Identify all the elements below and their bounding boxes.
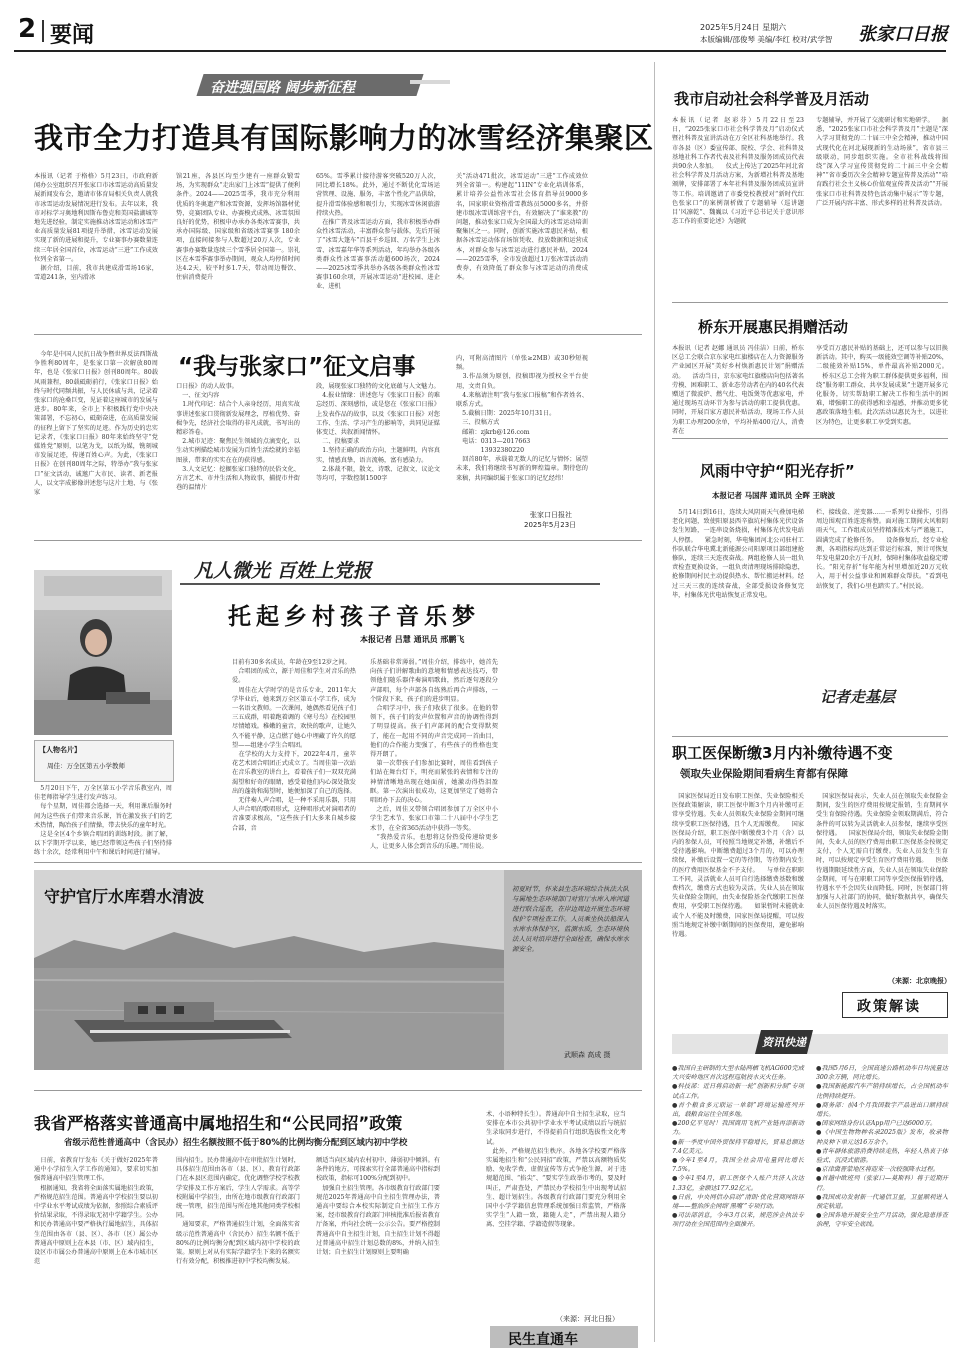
theme-banner-text: 奋进强国路 阔步新征程: [210, 80, 355, 96]
yibao-col-2: 国家医保局表示，失业人员在领取失业保险金期间，发生的医疗费用按规定报销，生育期间享受生育保险待遇。失业保险金领取期满后，符合条件的可以转为灵活就业人员参保，继续享受医保待遇。 国家医保局介绍，领取失业保险金期间，失业人员的医疗费用由职工医保基金按规定支付，个人无需自行缴费。失业人员发生生育时，可以按规定享受生育医疗费用待遇。 医保待遇期限延续性方面，失业人员在领取失业保险金期间，可与在职职工同等享受医保报销待遇，待遇水平不会因失业而降低。同时，医保部门将加强与人社部门的协同，做好数据共享，确保失业人员医保待遇及时落实。: [816, 793, 948, 911]
science-col-2: 专题辅导，并开展了交流研讨和实地研学。 据悉，“2025张家口市社会科学普及月”主题是“深入学习贯彻党的二十届三中全会精神，推动中国式现代化在河北展现新的生动场景”，省市县三级联动，同步组织实施。全市社科战线将围绕“深入学习宣传贯彻党的二十届三中全会精神”“省市委历次全会精神专题宣传普及活动”“培育践行社会主义核心价值观宣传普及活动”“开展张家口市社科普及特色活动集中展示”等专题，广泛开展内容丰富、形式多样的社科普及活动。: [816, 117, 948, 207]
yibao-col-1: 国家医保局近日发布职工医保、失业保险相关医保政策解读，职工医保中断3个月内补缴可正常享受待遇。失业人员领取失业保险金期间可继续享受职工医保待遇，且个人无需缴费。 国家医保局介绍，职工医保中断缴费3个月（含）以内的参保人员，可按照当地规定补缴，补缴后不受待遇影响。中断缴费超过3个月的，可以办理续保，补缴后设置一定的等待期，等待期内发生的医疗费用医保基金不予支付。 与单位在职职工不同，灵活就业人员可自行选择缴费基数和缴费档次，缴费方式也较为灵活。失业人员在领取失业保险金期间，由失业保险基金代缴职工医保费用，享受职工医保待遇。 如果暂时未能就业或个人不能及时缴费，国家医保局提醒，可以按照当地规定补缴中断期间的医保费用，避免影响待遇。: [672, 793, 804, 939]
policy-col-1: 日前，省教育厅发布《关于做好2025年普通中小学招生入学工作的通知》，要求切实加强普通高中招生管理工作。 根据通知，我省将全面落实属地招生政策，严格规范招生范围。普通高中学校招生要以初中学业水平考试成绩为依据，参照综合素质评价结果录取，不得录取无初中学籍学生。公办和民办普通高中要严格执行属地招生，具体招生范围由各市（县、区）、各市（区）属公办普通高中原则上在本县（市、区）域内招生，设区市市属公办普通高中原则上在本市城市区范: [34, 1157, 158, 1266]
teacher-photo-figure: [34, 570, 172, 735]
science-headline: 我市启动社会科学普及月活动: [674, 90, 870, 108]
page-number: 2: [18, 14, 37, 44]
zhengce-label: [842, 992, 948, 1018]
fengyu-headline: 风雨中守护“阳光存折”: [700, 462, 855, 480]
paper-logo: 张家口日报: [858, 24, 948, 45]
policy-col-2: 围内招生。民办普通高中在审批招生计划时，具体招生范围由各市（县、区）、教育行政部门在本县区范围内确定，优化调整学校学校教学安排及工作方案后，学生人学需求。高等学校附属中学招生，由所在地市级教育行政部门统一管理，招生范围与所在地其他同类学校相同。 通知要求，严格普通招生计划，全面落实省级示范性普通高中（含民办）招生名额不低于80%的比例均衡分配到区域内初中学校的政策。原则上对从有实际学籍学生下来的名额实行有效分配，积极推进初中学校均衡发展。: [176, 1157, 300, 1266]
zixun-logo-text: 资讯快递: [762, 1036, 806, 1049]
fanren-col-2: 目前有30多名成员，年龄在9至12岁之间。 合唱团的成立，源于周佳和学生对音乐的热爱。 周佳在大学时学的是音乐专业，2011年大学毕业后，她来到万全区第五小学工作，成为一名语文教师。一次课间，她偶然看见孩子们三五成群，唱着跑着调的《寒号鸟》在校园里尽情嬉戏。稚嫩的童音，欢快的歌声，让她久久不能平静，这点燃了她心中埋藏了许久的愿望——组建小学生合唱团。 在学校的大力支持下，2022年4月，童萃花艺术团合唱团正式成立了。当周佳第一次站在音乐教室的讲台上，看着孩子们一双双充满渴望和好奇的眼睛，感受着他们内心深处散发出的蓬勃和渴望时，她便加深了自己的选择。 无伴奏人声合唱，是一种不采用乐器，只用人声合唱的歌唱形式，这种唱形式对演唱者的音准要求极高，“这些孩子们大多来自城乡接合部，音: [232, 659, 356, 832]
fengyu-col-1: 5月14日到16日，连续大风阴雨天气叠加电梯老化问题，致使阳原县西辛旗坑村集体光伏设备发生短路，一连串设备烧损，村集体光伏发电站人停摆。 紧急时刻，华电集团河北公司驻村工作队联合华电冀北新能源公司阳原项目部组建抢修队，连续三天连夜奋战。两组抢修人员一组负责检查更换设备，一组负责清理现场排除隐患，抢修期间村民主动提供热水、帮忙搬运材料。经过三天三夜的连续奋战，全部受损设备修复完毕，村集体光伏电站恢复正常发电。: [672, 509, 804, 599]
zixun-col-2: ●我国5月6日，全国高速公路机动车日均流量达300余万辆，同比增长。 ●我国新能源汽车产销持续增长，占全国机动车比例持续提升。 ●商务部：前4个月我国数字产品进出口额持续增长。 ●国家网络身份认证App用户已达6000万。 ●《中国生物物种名录2025版》发布，收录物种及种下单元达16万余个。 ●青年群体旅游消费持续走热，年轻人热衷于体验式、沉浸式旅游。 ●京津冀晋蒙地区将迎来一次较强降水过程。 ●首趟中欧班列（张家口—莫斯科）将于近期开行。 ●我国成功发射新一代通信卫星，卫星顺利进入预定轨道。 ●全国各地开展安全生产月活动，强化隐患排查治理，守牢安全底线。: [816, 1065, 948, 1229]
fengyu-col-2: 栏、接线盒、逆变器……一系列专业操作，引得周边围观百姓连连称赞。面对施工期间大风和阴雨天气，工作组成员坚持精准技术与严谨施工，圆满完成了抢修任务。 设备修复后，经专业检测，各项指标均达到正常运行标准，预计可恢复年发电量20余万千瓦时，保障村集体收益稳定增长。“阳光存折”每年能为村里增加近20万元收入，用于村公益事业和困难群众帮扶。“看到电站恢复了，我们心里也踏实了。”村民说。: [816, 509, 948, 590]
essay-call-sign-date: 2025年5月23日: [524, 521, 577, 529]
lead-col-2: 馆21座，各县区均至少建有一座群众锻雪场，为实现群众“走出家门上冰雪”提供了便利条件。2024——2025雪季，我市充分利用优质的冬奥遗产和冰雪资源，发挥场馆器材优势，竞赛团队专业、办赛模式成熟、冰雪氛围良好的优势，积极申办承办各类冰雪赛事，共承办国际级、国家级和省级冰雪赛事 180余项，直接间接参与人数超过20万人次，专业赛事办赛数量连续三个雪季居全国第一。崇礼区在本雪季赛事举办期间，观众人均停留时间达4.2天，较平时多1.7天，带动周边餐饮、住宿消费提升: [176, 173, 300, 282]
fanren-col-3: 乐基础非常薄弱。”周佳介绍，排练中，她首先向孩子们讲解歌曲的意境和情感表达技巧，带领他们随乐器伴奏演唱歌曲，然后逐句逐段分声部唱，每个声部各自练熟后再合声排练，一个阶段下来，孩子们的进步明显。 合唱学习中，孩子们收获了很多。在他的带领下，孩子们的发声位置和声音的协调性得到了明显提高。孩子们声部间的配合变得默契了，能在一起用不同的声音完成同一首曲目，他们的合作能力变强了，有些孩子的性格也变得开朗了。 第一次带孩子们参加比赛时，周佳看到孩子们站在舞台灯下，明亮而紧张的表情和专注的神情清晰地出现在她面前，她激动得热泪盈眶。第一次演出很成功，这更加坚定了她将合唱团办下去的决心。 之后，周佳又带领合唱团参加了万全区中小学生艺术节、张家口市第二十八届中小学生艺术节，在全省365活动中获得一等奖。 “我热爱音乐，也想将这份热爱传递给更多人，让更多人体会到音乐的乐趣。”周佳说。: [370, 659, 498, 851]
zhengce-label-text: 政策解读: [857, 999, 921, 1015]
lead-bottom-rule: [34, 334, 642, 335]
yibao-source: （来源：北京晚报）: [888, 977, 951, 985]
reservoir-headline: 守护官厅水库碧水清波: [44, 887, 205, 906]
qiaodong-col-1: 本报讯（记者 赵娜 通讯员 冯佳洁）日前，桥东区总工会联合京东家电红旗楼店在人力资源服务产业园区开展“美好乡村焕新惠民计划”捐赠活动。 活动当日，京东家电红旗楼店向包括著名劳模、困难职工、新业态劳动者在内的40名代表赠送了微波炉、燃气灶、电饭煲等优惠家电，并通过现场互动环节为参与活动的职工提供优惠。同时，开展百家方惠民补贴活动，现场工作人员为职工办理200余单，平均补贴400元/人，消费者在: [672, 345, 804, 435]
qiaodong-col-2: 享受百万惠民补贴的基础上，还可以参与以旧换新活动。其中，购买一级能效空调等补贴20%，二级能效补贴15%，单件最高补贴2000元。 桥东区总工会将为职工群体提供更多福利，围绕“服务职工群众、共享发展成果”主题开展多元化服务，切实帮助职工解决工作和生活中的困难，增强职工的获得感和幸福感，并推动更多优惠政策落地生根。此次活动以惠民为主，以进社区为特色，让更多职工享受到实惠。: [816, 345, 948, 426]
masthead: [0, 0, 960, 52]
yibao-subheadline: 领取失业保险期间看病生育都有保障: [680, 768, 848, 780]
column-logo-fanren: 凡人微光 百姓上党报: [194, 560, 372, 582]
banner-accent: [410, 80, 450, 84]
section-title: 要闻: [50, 23, 95, 48]
essay-call-col-2: 段，展现张家口独特的文化底蕴与人文魅力。 4.报业情缘：讲述您与《张家口日报》的难忘经历、深刻感悟，或是您在《张家口日报》上发表作品的故事，以及《张家口日报》对您工作、生活、学习产生的影响等，共同见证媒体变迁、共叙新闻情怀。 二、投稿要求 1.坚持正确的政治方向，主题鲜明，内容真实，情感真挚，语言流畅，富有感染力。 2.体裁不限，散文、诗歌、记叙文、议论文等均可，字数控制1500字: [316, 383, 440, 483]
masthead-rule: [14, 50, 946, 52]
lead-headline: 我市全力打造具有国际影响力的冰雪经济集聚区: [34, 121, 654, 155]
fengyu-bottom-rule: [672, 736, 948, 737]
lead-col-4: 关”活动471批次，冰雪运动“三进”工作成效位列全省第一。构建起“11IN”专业化培训体系，累计培养公益性冰雪社会体育指导员9000多名，国家职业资格滑雪教练员5000多名，并搭建市级冰雪训练营平台，有效解决了“谁来教”的问题，推动张家口成为全国最大的冰雪运动培训聚集区之一。同时，创新实施冰雪惠民补贴，根据各冰雪运动体育场馆凭收、投放数据和运营成本，对群众参与冰雪运动进行惠民补贴，2024——2025雪季，全市发放超过1万张冰雪活动消费券，有效降低了群众参与冰雪运动的消费成本。: [456, 173, 588, 282]
science-bottom-rule: [672, 302, 948, 303]
column-logo-underline: [180, 583, 600, 585]
qiaodong-bottom-rule: [672, 438, 948, 439]
reservoir-photo-credit: 武顺森 高成 摄: [564, 1051, 611, 1059]
teacher-photo: [34, 570, 172, 735]
minsheng-label-text: 民生直通车: [508, 1332, 578, 1348]
essay-call-col-1: 口日报》的动人故事。 一、征文内容 1.时代印记：结合个人亲身经历，用真实故事讲述张家口贯彻新发展理念，厚植优势、奋楫争先，经济社会取得的非凡成就，书写出的精彩答卷。 2.城市足迹：聚焦民生领域的点滴变化，以生动实例描绘城市发展为百姓生活绘就的幸福图景，带来的实实在在的获得感。 3.人文记忆：挖掘张家口独特的民俗文化、方言艺术、市井生活和人物故事，捕捉市井街巷的温情片: [176, 383, 300, 492]
zixun-col-1: ●我国自主研制的大型水陆两栖飞机AG600完成大兴安岭地区首次远程巡航投水灭火任务。 ●科技部：近日将启动新一轮“创新积分制”专项试点工作。 ●首个粮食多元联运一单制”跨境运输班列开出，载粮食运往全国多地。 ●200亿平见时！我国商用飞机产业链再添新动力。 ●新一季度中国外贸保持平稳增长，贸易总额达7.4亿美元。 ●今年1至4月，我国全社会用电量同比增长7.5%。 ●今年1至4月，职工医保个人账户共济人次达1.33亿，金额达177.92亿元。 ●日前，中央网信办启动“清朗·优化营商网络环境——整治涉企网络‘黑嘴’”专项行动。 ●司法部消息，今年3月以来，规范涉企执法专项行动在全国范围内全面推开。: [672, 1065, 804, 1229]
lead-col-3: 65%。雪季累计接待游客突破520万人次，同比增长18%。此外，通过不断优化雪场运营管理、设施、服务，丰富个性化产品供给，提升滑雪体验感和吸引力，实现冰雪休闲旅游持续火热。 在推广普及冰雪运动方面，我市积极举办群众性冰雪活动，丰富群众参与载体，先后开展了“冰雪大篷车”百县千乡巡回、万名学生上冰雪、冰雪嘉年华等系列活动，年均举办各级各类群众性冰雪赛事活动超600场次，2024——2025冰雪季共举办各级各类群众性冰雪赛事160余项，开展冰雪运动“进校园、进企业、进机: [316, 173, 440, 291]
essay-call-title: “我与张家口”征文启事: [178, 354, 416, 380]
fanren-bottom-rule: [34, 862, 642, 863]
policy-col-4: 术、小语种特长生）。普通高中自主招生录取，应当安排在本市公共初中学业水平考试成绩以后与统招生录取同步进行，不得提前自行组织选拔性文化考试。 此外，严格规范招生秩序。各地各学校要严格落实属地招生和“公民同招”政策，严禁以高额物质奖励、免收学费、虚假宣传等方式争抢生源，对于违规超范围、“掐尖”、“要实学生政举市考的，要及时叫正，严肃查处，严禁民办学校招生中出现考试招生、超计划招生。各级教育行政部门要充分利用全国中小学学籍信息管理系统加强日常监管，严格落实学生“人籍一致，籍随人走”，严禁出现人籍分离、空挂学籍、学籍造假等现象。: [486, 1111, 626, 1229]
fanren-headline: 托起乡村孩子音乐梦: [228, 604, 480, 630]
science-col-1: 本报讯（记者 赵彩芬）5月22日至23日，“2025张家口市社会科学普及月”启动仪式暨社科普及宣讲活动在万全区社科基地举行。我市各县（区）委宣传部、院校、学会、社科普及基地社科工作者代表及社科普及服务团成员代表共90余人参加。 仪式上传达了2025年河北省社会科学普及月活动方案，为新增社科普及基地颁牌，安排部署了本年社科普及服务团成员宣讲等工作。培训邀请了市委党校教授对“新时代红色张家口”的案例剖析做了专题辅导（巡讲题目‘风凛乾”、魏巍以《习近平总书记关于意识形态工作的重要论述》为题就: [672, 117, 804, 226]
policy-col-3: 额适当向区域内农村初中、薄弱初中倾斜。有条件的地方，可探索实行全部普通高中指标到校政策，指标可100%分配到初中。 加强自主招生管理。各市级教育行政部门要规范2025年普通高中自主招生管理办法，普通高中要综合本校实际制定自主招生工作方案，经市级教育行政部门审核批准后报省教育厅备案，并向社会统一公示公告。要严格控制普通高中自主招生计划，自主招生计划不得超过普通高中招生计划总数的8%，并纳入招生计划；自主招生计划原则上要明确: [316, 1157, 440, 1257]
anniversary-text: 今年是中国人民抗日战争暨世界反法西斯战争胜利80周年，是张家口第一次解放80周年，也是《张家口日报》创刊80周年。80载风雨兼程，80载砥砺前行，《张家口日报》始终与时代同频共振，与人民休戚与共，记录着张家口的沧桑巨变，见证着这座城市的发展与进步。80年来，全市上下积极践行党中央决策部署，不忘初心，砥砺奋进，在高质量发展的征程上留下了坚实的足迹。作为历史的忠实记录者，《张家口日报》80年来始终坚守“党媒姓党”原则，以笔为戈，以纸为媒，镌刻城市发展足迹，传递百姓心声。为此，《张家口日报》在创刊80周年之际，特举办“我与张家口”征文活动，诚邀广大市民、读者、新老报人，以文字成影像讲述您与这片土地、与《张家: [34, 351, 158, 497]
fengyu-byline: 本报记者 马国萍 通讯员 全晖 王晓波: [712, 491, 835, 500]
essay-call-sign-org: 张家口日报社: [530, 511, 572, 519]
lead-col-1: 本报讯（记者 于格格）5月23日，市政府新闻办公室组织召开张家口市冰雪运动高质量发展新闻发布会，邀请市体育局相关负责人就我市冰雪运动发展情况进行发布。去年以来，我市对标学习奥地利因斯布鲁克和美国盐湖城等地先进经验，制定实施推动冰雪运动和冰雪产业高质量发展81项提升举措，冰雪运动发展实现了新的进展和提升，专业赛事办赛数量连续三年居全国首位，冰雪运动“三进”工作成效位列全省第一。 据介绍，目前，我市共建成滑雪场16家，雪道241条，室内滑冰: [34, 173, 158, 282]
policy-subheadline: 省级示范性普通高中（含民办）招生名额按照不低于80%的比例均衡分配到区域内初中学校: [64, 1138, 408, 1148]
reservoir-bottom-rule: [34, 1090, 642, 1091]
reservoir-caption: 初夏时节，怀来县生态环境综合执法大队与属地生态环境部门对官厅水库入库河道进行联合巡查，在岸边周边开展生态环境保护专项检查工作。人员乘坐执法船深入水库水体保护区，监测水质，生态环境执法人员对沿岸进行全面检查，确保水库水源安全。: [512, 885, 629, 953]
yibao-headline: 职工医保断缴3月内补缴待遇不变: [672, 744, 893, 762]
page-number-divider: [42, 20, 44, 42]
right-column-divider: [654, 62, 655, 1342]
minsheng-label: [490, 1326, 638, 1348]
profile-card-title: 【人物名片】: [39, 746, 81, 754]
profile-card: [34, 740, 174, 782]
fanren-col-1: 5月20日下午，万全区第五小学音乐教室内，周佳老师指导学生进行发声练习。 每个星期，周佳都会选择一天，利用课后服务时间为这些孩子们带来音乐课，旨在激发孩子们的艺术热情，陶冶孩子们情操，带去快乐的童年时光。 这是全区4个乡镇合唱团的训练时段。据了解，以下学期开学以来，她已经带领这些孩子们坚持排练十余次，经常利用中午和课后时间进行辅导。: [34, 785, 172, 857]
policy-headline: 我省严格落实普通高中属地招生和“公民同招”政策: [34, 1114, 403, 1133]
profile-card-text: 周佳：万全区第五小学教师: [47, 762, 125, 770]
fanren-byline: 本报记者 吕慧 通讯员 邢鹏飞: [360, 635, 465, 644]
jizhe-logo: 记者走基层: [820, 688, 896, 706]
reservoir-caption-box: [504, 870, 642, 1070]
essay-bottom-rule: [34, 540, 642, 541]
issue-date: 2025年5月24日 星期六: [700, 23, 787, 32]
essay-call-col-3: 内，可附高清图片（单张≥2MB）或30秒短视频。 3.作品须为原创，投稿即视为授权全平台使用，文责自负。 4.来稿请注明“我与张家口报稿”和作者姓名、联系方式。 5.截稿日期：2025年10月31日。 三、投稿方式 邮箱：zjkrb@126.com 电话：0313—2017663 13932380220 回首80年，承载着无数人的记忆与情怀；展望未来，我们将继续书写新的辉煌篇章。期待您的来稿，共同编织属于张家口的记忆经纬！: [456, 355, 588, 482]
editor-credits: 本版编辑/邵俊琴 美编/李红 校对/武学智: [700, 35, 833, 44]
policy-source: （来源：河北日报）: [556, 1315, 619, 1323]
qiaodong-headline: 桥东开展惠民捐赠活动: [698, 318, 849, 336]
